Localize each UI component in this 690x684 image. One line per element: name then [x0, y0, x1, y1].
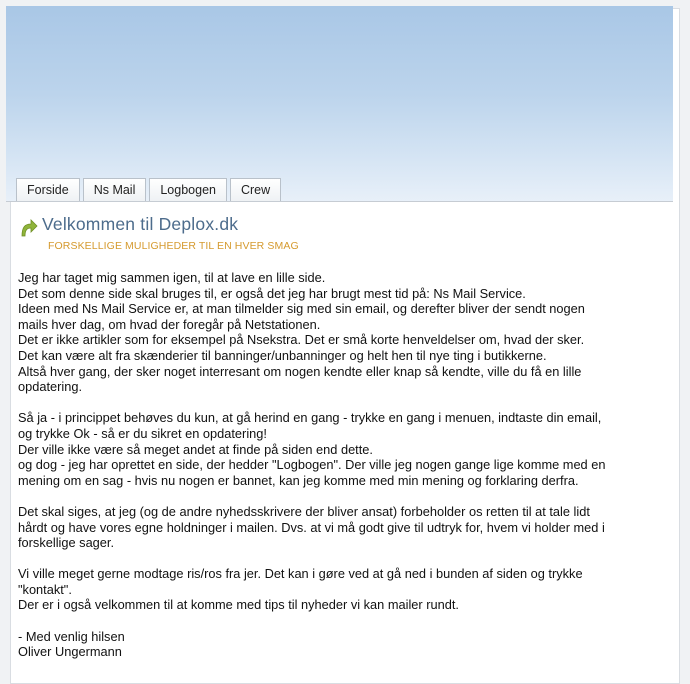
article-line: Det skal siges, at jeg (og de andre nyhedsskrivere der bliver ansat) forbeholder os retten til at tale lidt: [18, 503, 590, 519]
article-paragraph: [18, 504, 680, 551]
header-banner: [6, 6, 673, 202]
page-subtitle: FORSKELLIGE MULIGHEDER TIL EN HVER SMAG: [48, 240, 299, 252]
article-line: Jeg har taget mig sammen igen, til at lave en lille side.: [18, 270, 326, 285]
tab-logbogen[interactable]: Logbogen: [149, 178, 227, 202]
article-line: Det kan være alt fra skænderier til banninger/unbanninger og helt hen til nye ting i butikkerne.: [18, 347, 547, 363]
article-line: hårdt og have vores egne holdninger i mailen. Dvs. at vi må godt give til udtryk for, hvem vi holder med i: [18, 519, 605, 535]
article-line: forskellige sager.: [18, 535, 115, 551]
article-paragraph: [18, 629, 680, 660]
article-line: mails hver dag, om hvad der foregår på Netstationen.: [18, 316, 321, 332]
article-paragraph: [18, 410, 680, 488]
article-line: opdatering.: [18, 379, 83, 395]
article-line: mening om en sag - hvis nu nogen er bannet, kan jeg komme med min mening og forklaring derfra.: [18, 472, 579, 488]
article-line: Der er i også velkommen til at komme med tips til nyheder vi kan mailer rundt.: [18, 597, 459, 613]
tab-crew[interactable]: Crew: [230, 178, 281, 202]
article-line: Ideen med Ns Mail Service er, at man tilmelder sig med sin email, og derefter bliver der sendt nogen: [18, 301, 585, 317]
article-line: og trykke Ok - så er du sikret en opdatering!: [18, 425, 267, 441]
article-line: Vi ville meget gerne modtage ris/ros fra jer. Det kan i gøre ved at gå ned i bunden af siden og trykke: [18, 566, 583, 582]
article-line: Så ja - i princippet behøves du kun, at gå herind en gang - trykke en gang i menuen, indtaste din email,: [18, 410, 602, 426]
article-line: Det som denne side skal bruges til, er også det jeg har brugt mest tid på: Ns Mail Service.: [18, 285, 526, 301]
title-row: [18, 214, 680, 238]
article-line: og dog - jeg har oprettet en side, der hedder "Logbogen". Der ville jeg nogen gange lige komme med en: [18, 457, 606, 473]
article-line: Det er ikke artikler som for eksempel på Nsekstra. Det er små korte henveldelser om, hvad der sker.: [18, 332, 585, 348]
curved-arrow-icon: [18, 216, 38, 238]
article-line: - Med venlig hilsen: [18, 628, 125, 644]
article-body: [18, 270, 680, 660]
article-line: Der ville ikke være så meget andet at finde på siden end dette.: [18, 441, 373, 457]
nav-tabs: [16, 178, 281, 202]
article-line: "kontakt".: [18, 581, 72, 597]
tab-divider: [6, 201, 673, 202]
article-paragraph: [18, 566, 680, 613]
main-content: [18, 214, 680, 675]
tab-ns-mail[interactable]: Ns Mail: [83, 178, 147, 202]
article-line: Oliver Ungermann: [18, 644, 122, 660]
page-title: Velkommen til Deplox.dk: [42, 214, 239, 234]
tab-forside[interactable]: Forside: [16, 178, 80, 202]
article-line: Altså hver gang, der sker noget interresant om nogen kendte eller knap så kendte, ville du få en lille: [18, 363, 582, 379]
article-paragraph: [18, 270, 680, 395]
